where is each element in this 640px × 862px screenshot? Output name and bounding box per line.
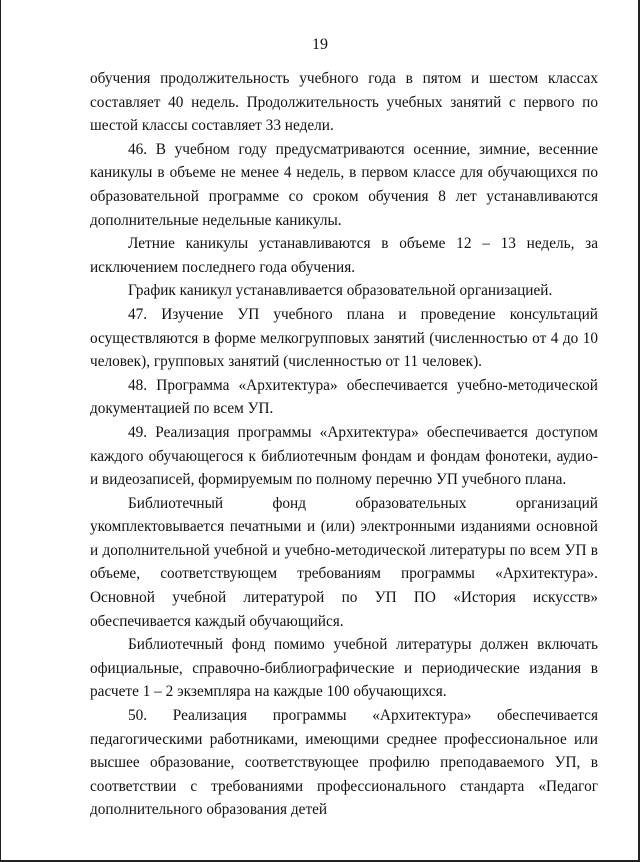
paragraph-50: 50. Реализация программы «Архитектура» обеспечивается педагогическими работниками, имеющими среднее профессиональное или высшее образование, соответствующее профилю преподаваемого УП, в соответствии с требованиями профессионального стандарта «Педагог дополнительного образования детей [90, 707, 598, 819]
paragraph-47: 47. Изучение УП учебного плана и проведение консультаций осуществляются в форме мелкогрупповых занятий (численностью от 4 до 10 человек), групповых занятий (численностью от 11 человек). [90, 305, 598, 371]
paragraph-continuation: обучения продолжительность учебного года в пятом и шестом классах составляет 40 недель. Продолжительность учебных занятий с первого по шестой классы составляет 33 недели. [90, 70, 598, 135]
paragraph-library-fund: Библиотечный фонд образовательных организаций укомплектовывается печатными и (или) электронными изданиями основной и дополнительной учебной и учебно-методической литературы по всем УП в объеме, соответствующем требованиям программы «Архитектура». Основной учебной литературой по УП ПО «История искусств» обеспечивается каждый обучающийся. [90, 494, 598, 630]
paragraph-48: 48. Программа «Архитектура» обеспечивается учебно-методической документацией по всем УП. [90, 376, 598, 418]
paragraph-49: 49. Реализация программы «Архитектура» обеспечивается доступом каждого обучающегося к библиотечным фондам и фондам фонотеки, аудио- и видеозаписей, формируемым по полному перечню УП учебного плана. [90, 423, 598, 489]
paragraph-46: 46. В учебном году предусматриваются осенние, зимние, весенние каникулы в объеме не менее 4 недель, в первом классе для обучающихся по образовательной программе со сроком обучения 8 лет устанавливаются дополнительные недельные каникулы. [90, 140, 598, 229]
document-body [90, 67, 598, 822]
paragraph-summer-holidays: Летние каникулы устанавливаются в объеме 12 – 13 недель, за исключением последнего года обучения. [90, 235, 598, 276]
page-number: 19 [312, 36, 328, 53]
paragraph-library-fund-extra: Библиотечный фонд помимо учебной литературы должен включать официальные, справочно-библиографические и периодические издания в расчете 1 – 2 экземпляра на каждые 100 обучающихся. [90, 636, 598, 701]
paragraph-holiday-schedule: График каникул устанавливается образовательной организацией. [128, 282, 553, 300]
